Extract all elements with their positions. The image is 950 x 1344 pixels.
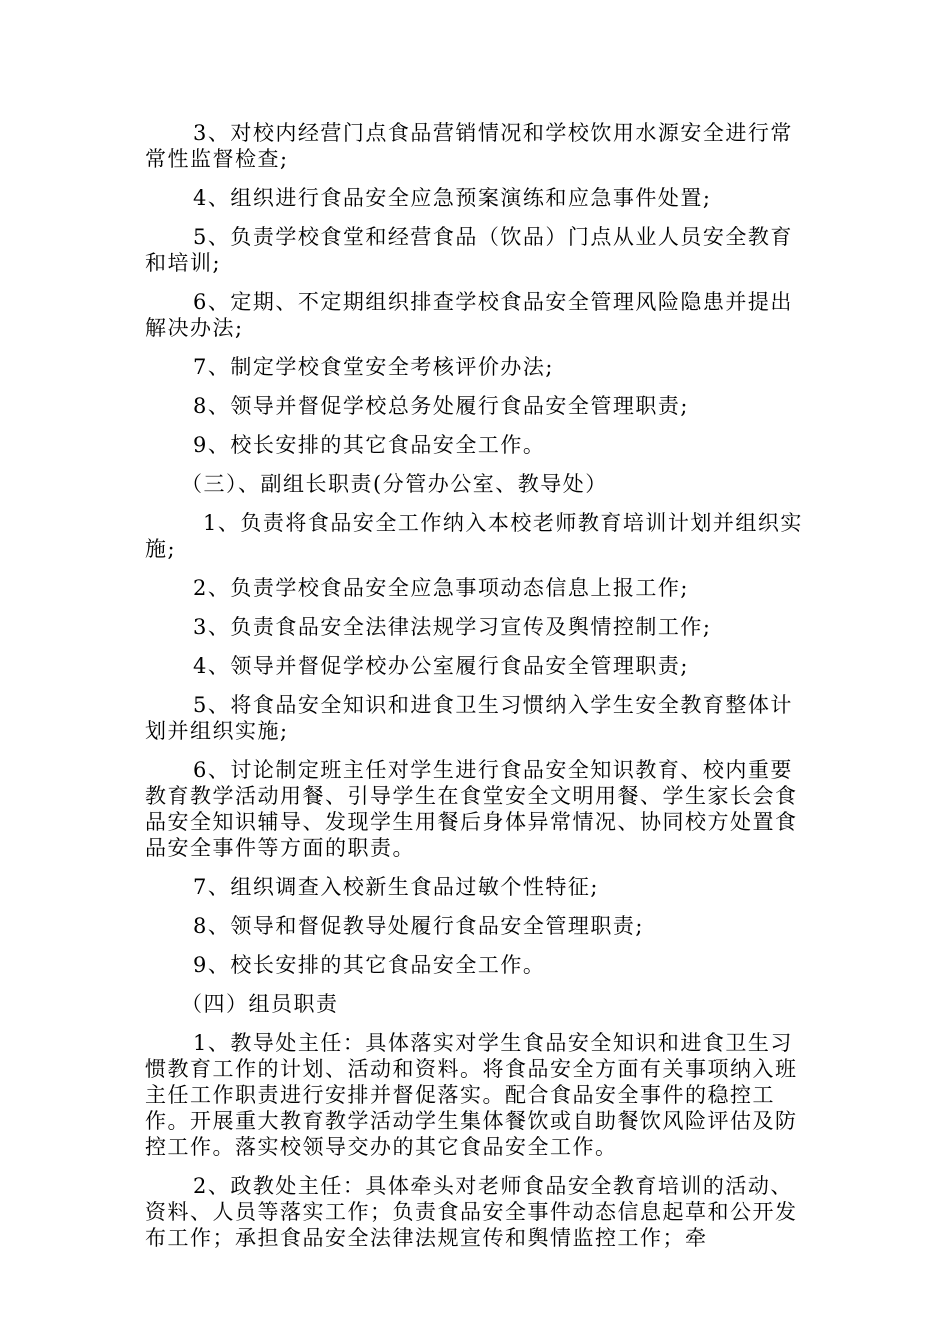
section-heading-3: （三）、副组长职责(分管办公室、教导处） (181, 472, 608, 496)
paragraph-3-4: 6、定期、不定期组织排查学校食品安全管理风险隐患并提出解决办法; (145, 290, 793, 340)
paragraph-3-7: 9、校长安排的其它食品安全工作。 (193, 433, 546, 457)
paragraph-4-4: 4、领导并督促学校办公室履行食品安全管理职责; (193, 654, 689, 678)
paragraph-4-7: 7、组织调查入校新生食品过敏个性特征; (193, 875, 599, 899)
paragraph-3-6: 8、领导并督促学校总务处履行食品安全管理职责; (193, 394, 689, 418)
paragraph-5-1: 1、教导处主任：具体落实对学生食品安全知识和进食卫生习惯教育工作的计划、活动和资料。将食品安全方面有关事项纳入班主任工作职责进行安排并督促落实。配合食品安全事件的稳控工作。开展重大教育教学活动学生集体餐饮或自助餐饮风险评估及防控工作。落实校领导交办的其它食品安全工作。 (145, 1031, 798, 1159)
paragraph-4-2: 2、负责学校食品安全应急事项动态信息上报工作; (193, 576, 689, 600)
paragraph-4-9: 9、校长安排的其它食品安全工作。 (193, 953, 546, 977)
paragraph-3-2: 4、组织进行食品安全应急预案演练和应急事件处置; (193, 186, 712, 210)
paragraph-5-2: 2、政教处主任：具体牵头对老师食品安全教育培训的活动、资料、人员等落实工作；负责食品安全事件动态信息起草和公开发布工作；承担食品安全法律法规宣传和舆情监控工作；牵 (145, 1174, 798, 1250)
paragraph-3-5: 7、制定学校食堂安全考核评价办法; (193, 355, 554, 379)
document-body (145, 120, 810, 1251)
paragraph-4-5: 5、将食品安全知识和进食卫生习惯纳入学生安全教育整体计划并组织实施; (145, 693, 793, 743)
paragraph-4-8: 8、领导和督促教导处履行食品安全管理职责; (193, 914, 644, 938)
paragraph-3-1: 3、对校内经营门点食品营销情况和学校饮用水源安全进行常常性监督检查; (145, 121, 793, 171)
paragraph-4-3: 3、负责食品安全法律法规学习宣传及舆情控制工作; (193, 615, 712, 639)
paragraph-4-6: 6、讨论制定班主任对学生进行食品安全知识教育、校内重要教育教学活动用餐、引导学生在食堂安全文明用餐、学生家长会食品安全知识辅导、发现学生用餐后身体异常情况、协同校方处置食品安全事件等方面的职责。 (145, 758, 798, 860)
paragraph-4-1: 1、负责将食品安全工作纳入本校老师教育培训计划并组织实施; (145, 511, 803, 561)
section-heading-4: （四）组员职责 (181, 992, 339, 1016)
paragraph-3-3: 5、负责学校食堂和经营食品（饮品）门点从业人员安全教育和培训; (145, 225, 793, 275)
